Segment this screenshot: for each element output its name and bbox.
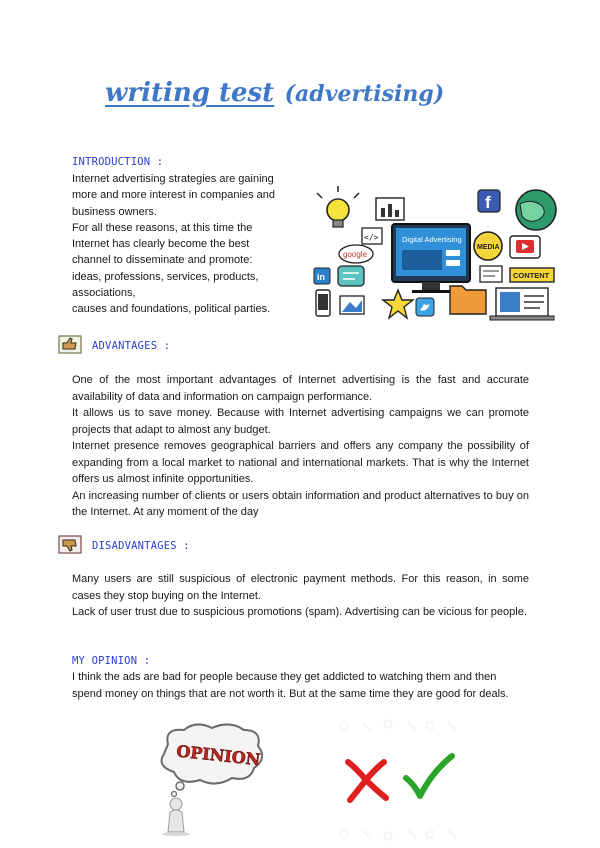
svg-text:google: google bbox=[343, 250, 368, 259]
opinion-heading: MY OPINION : bbox=[72, 655, 151, 667]
intro-line: associations, bbox=[72, 287, 136, 300]
thumbs-up-icon bbox=[58, 333, 82, 355]
intro-line: Internet advertising strategies are gaining bbox=[72, 173, 274, 185]
media-badge bbox=[474, 232, 502, 260]
advantages-text bbox=[72, 372, 529, 521]
advantages-paragraph: It allows us to save money. Because with Internet advertising campaigns we can promote projects that adapt to almost any budget. bbox=[72, 407, 529, 436]
disadvantages-paragraph: Lack of user trust due to suspicious promotions (spam). Advertising can be vicious for people. bbox=[72, 606, 527, 618]
laptop-icon bbox=[490, 288, 554, 320]
disadvantages-text bbox=[72, 571, 529, 621]
opinion-text bbox=[72, 669, 529, 702]
title-subtitle: (advertising) bbox=[284, 81, 445, 107]
intro-line: business owners. bbox=[72, 205, 157, 218]
linkedin-icon bbox=[314, 268, 330, 284]
disadvantages-paragraph: Many users are still suspicious of electronic payment methods. For this reason, in some cases they stop buying on the Internet. bbox=[72, 573, 529, 602]
advantages-heading: ADVANTAGES : bbox=[92, 340, 171, 352]
intro-line: channel to disseminate and promote: bbox=[72, 254, 253, 267]
advantages-paragraph: One of the most important advantages of Internet advertising is the fast and accurate availability of data and information on campaign performance. bbox=[72, 374, 529, 403]
twitter-icon bbox=[416, 298, 434, 316]
disadvantages-heading: DISADVANTAGES : bbox=[92, 540, 190, 552]
cross-and-check-illustration bbox=[330, 718, 465, 843]
content-sign bbox=[510, 268, 554, 282]
phone-icon bbox=[316, 290, 330, 316]
introduction-text bbox=[72, 171, 307, 318]
intro-line: causes and foundations, political parties. bbox=[72, 303, 271, 316]
intro-line: more and more interest in companies and bbox=[72, 189, 275, 202]
svg-text:CONTENT: CONTENT bbox=[513, 271, 550, 280]
thumbs-down-icon bbox=[58, 534, 82, 556]
folder-icon bbox=[450, 286, 486, 314]
intro-line: Internet has clearly become the best bbox=[72, 238, 250, 251]
svg-text:in: in bbox=[317, 272, 325, 282]
intro-line: ideas, professions, services, products, bbox=[72, 270, 259, 283]
digital-advertising-illustration bbox=[310, 180, 566, 325]
svg-text:Digital Advertising: Digital Advertising bbox=[402, 235, 462, 244]
advantages-paragraph: An increasing number of clients or users obtain information and product alternatives to buy on the Internet. At any moment of the day bbox=[72, 489, 529, 518]
svg-text:</>: </> bbox=[364, 233, 379, 242]
advantages-paragraph: Internet presence removes geographical barriers and offers any company the possibility of expanding from a local market to national and international markets. That is why the Internet offers us almost infinite opportunities. bbox=[72, 440, 529, 485]
check-icon bbox=[406, 756, 452, 796]
globe-icon bbox=[516, 190, 556, 230]
intro-line: For all these reasons, at this time the bbox=[72, 221, 253, 234]
star-icon bbox=[383, 290, 413, 318]
page-title bbox=[105, 78, 444, 108]
opinion-thinking-figure-illustration bbox=[150, 722, 270, 837]
svg-text:MEDIA: MEDIA bbox=[477, 244, 500, 251]
monitor-icon bbox=[392, 224, 470, 293]
title-main: writing test bbox=[105, 78, 275, 108]
svg-text:OPINION: OPINION bbox=[175, 741, 262, 770]
facebook-icon bbox=[478, 190, 500, 212]
svg-text:f: f bbox=[485, 193, 491, 212]
opinion-paragraph: I think the ads are bad for people because they get addicted to watching them and then spend money on things that are not worth it. But at the same time they are good for deals. bbox=[72, 671, 509, 700]
youtube-icon bbox=[510, 236, 540, 258]
cross-icon bbox=[348, 762, 386, 800]
lightbulb-icon bbox=[317, 186, 359, 227]
introduction-heading: INTRODUCTION : bbox=[72, 156, 164, 168]
